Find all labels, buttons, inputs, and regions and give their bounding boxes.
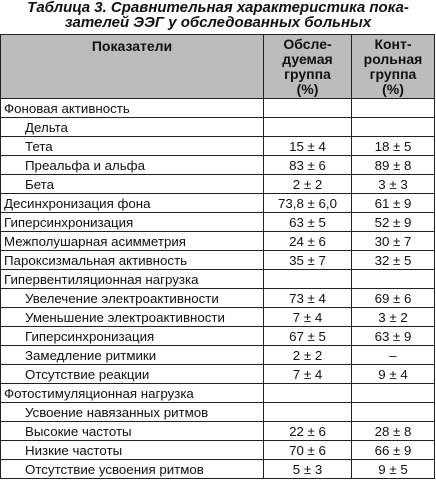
row-label: Фотостимуляционная нагрузка <box>1 384 264 403</box>
study-value <box>264 270 352 289</box>
control-value: 52 ± 9 <box>352 213 435 232</box>
row-label: Преальфа и альфа <box>1 156 264 175</box>
study-value: 35 ± 7 <box>264 251 352 270</box>
study-value <box>264 99 352 118</box>
control-value: 3 ± 2 <box>352 308 435 327</box>
study-value: 24 ± 6 <box>264 232 352 251</box>
row-label: Гипервентиляционная нагрузка <box>1 270 264 289</box>
row-label: Низкие частоты <box>1 441 264 460</box>
control-value <box>352 99 435 118</box>
row-label: Высокие частоты <box>1 422 264 441</box>
row-label: Бета <box>1 175 264 194</box>
study-value: 15 ± 4 <box>264 137 352 156</box>
row-label: Гиперсинхронизация <box>1 327 264 346</box>
row-label: Дельта <box>1 118 264 137</box>
study-value <box>264 403 352 422</box>
table-row-prealpha-alpha <box>1 156 435 175</box>
study-value <box>264 118 352 137</box>
study-value: 2 ± 2 <box>264 175 352 194</box>
column-header-study-group: Обсле- дуемая группа (%) <box>264 35 352 99</box>
table-row-increased-electroactivity <box>1 289 435 308</box>
row-label: Усвоение навязанных ритмов <box>1 403 264 422</box>
control-value: 32 ± 5 <box>352 251 435 270</box>
control-value: 9 ± 5 <box>352 460 435 479</box>
control-value: 89 ± 8 <box>352 156 435 175</box>
table-row-theta <box>1 137 435 156</box>
control-value: 18 ± 5 <box>352 137 435 156</box>
table-row-photostimulation-load <box>1 384 435 403</box>
table-title-line-1: Таблица 3. Сравнительная характеристика пока- <box>27 0 409 16</box>
control-value: 69 ± 6 <box>352 289 435 308</box>
row-label: Уменьшение электроактивности <box>1 308 264 327</box>
row-label: Тета <box>1 137 264 156</box>
control-value: 9 ± 4 <box>352 365 435 384</box>
control-value: 66 ± 9 <box>352 441 435 460</box>
study-value: 73,8 ± 6,0 <box>264 194 352 213</box>
study-value: 7 ± 4 <box>264 308 352 327</box>
table-title-line-2: зателей ЭЭГ у обследованных больных <box>64 14 372 31</box>
control-value <box>352 384 435 403</box>
control-value <box>352 270 435 289</box>
table-row-delta <box>1 118 435 137</box>
table-row-no-reaction <box>1 365 435 384</box>
row-label: Десинхронизация фона <box>1 194 264 213</box>
table-row-beta <box>1 175 435 194</box>
study-value: 70 ± 6 <box>264 441 352 460</box>
study-value: 83 ± 6 <box>264 156 352 175</box>
column-header-control-group: Конт- рольная группа (%) <box>352 35 435 99</box>
control-value: 61 ± 9 <box>352 194 435 213</box>
column-header-parameters: Показатели <box>1 35 264 99</box>
study-value: 63 ± 5 <box>264 213 352 232</box>
control-value <box>352 118 435 137</box>
row-label: Увелечение электроактивности <box>1 289 264 308</box>
study-value: 7 ± 4 <box>264 365 352 384</box>
table-row-interhemispheric-asymmetry <box>1 232 435 251</box>
table-row-no-rhythm-assimilation <box>1 460 435 479</box>
table-row-high-frequencies <box>1 422 435 441</box>
row-label: Отсутствие усвоения ритмов <box>1 460 264 479</box>
table-row-paroxysmal-activity <box>1 251 435 270</box>
control-value: 63 ± 9 <box>352 327 435 346</box>
table-row-low-frequencies <box>1 441 435 460</box>
row-label: Фоновая активность <box>1 99 264 118</box>
table-row-hv-hypersynchronization <box>1 327 435 346</box>
study-value: 5 ± 3 <box>264 460 352 479</box>
table-row-desynchronization <box>1 194 435 213</box>
study-value: 67 ± 5 <box>264 327 352 346</box>
study-value: 2 ± 2 <box>264 346 352 365</box>
control-value: 30 ± 7 <box>352 232 435 251</box>
control-value: 28 ± 8 <box>352 422 435 441</box>
row-label: Пароксизмальная активность <box>1 251 264 270</box>
table-row-rhythm-assimilation <box>1 403 435 422</box>
row-label: Замедление ритмики <box>1 346 264 365</box>
study-value: 22 ± 6 <box>264 422 352 441</box>
control-value: 3 ± 3 <box>352 175 435 194</box>
control-value <box>352 403 435 422</box>
header-row <box>1 35 435 99</box>
table-row-rhythm-slowing <box>1 346 435 365</box>
eeg-comparison-table <box>0 34 435 479</box>
table-row-background-activity <box>1 99 435 118</box>
row-label: Межполушарная асимметрия <box>1 232 264 251</box>
study-value <box>264 384 352 403</box>
row-label: Гиперсинхронизация <box>1 213 264 232</box>
table-row-hyperventilation-load <box>1 270 435 289</box>
control-value: – <box>352 346 435 365</box>
table-title <box>0 0 436 30</box>
table-row-hypersynchronization <box>1 213 435 232</box>
row-label: Отсутствие реакции <box>1 365 264 384</box>
table-row-decreased-electroactivity <box>1 308 435 327</box>
study-value: 73 ± 4 <box>264 289 352 308</box>
